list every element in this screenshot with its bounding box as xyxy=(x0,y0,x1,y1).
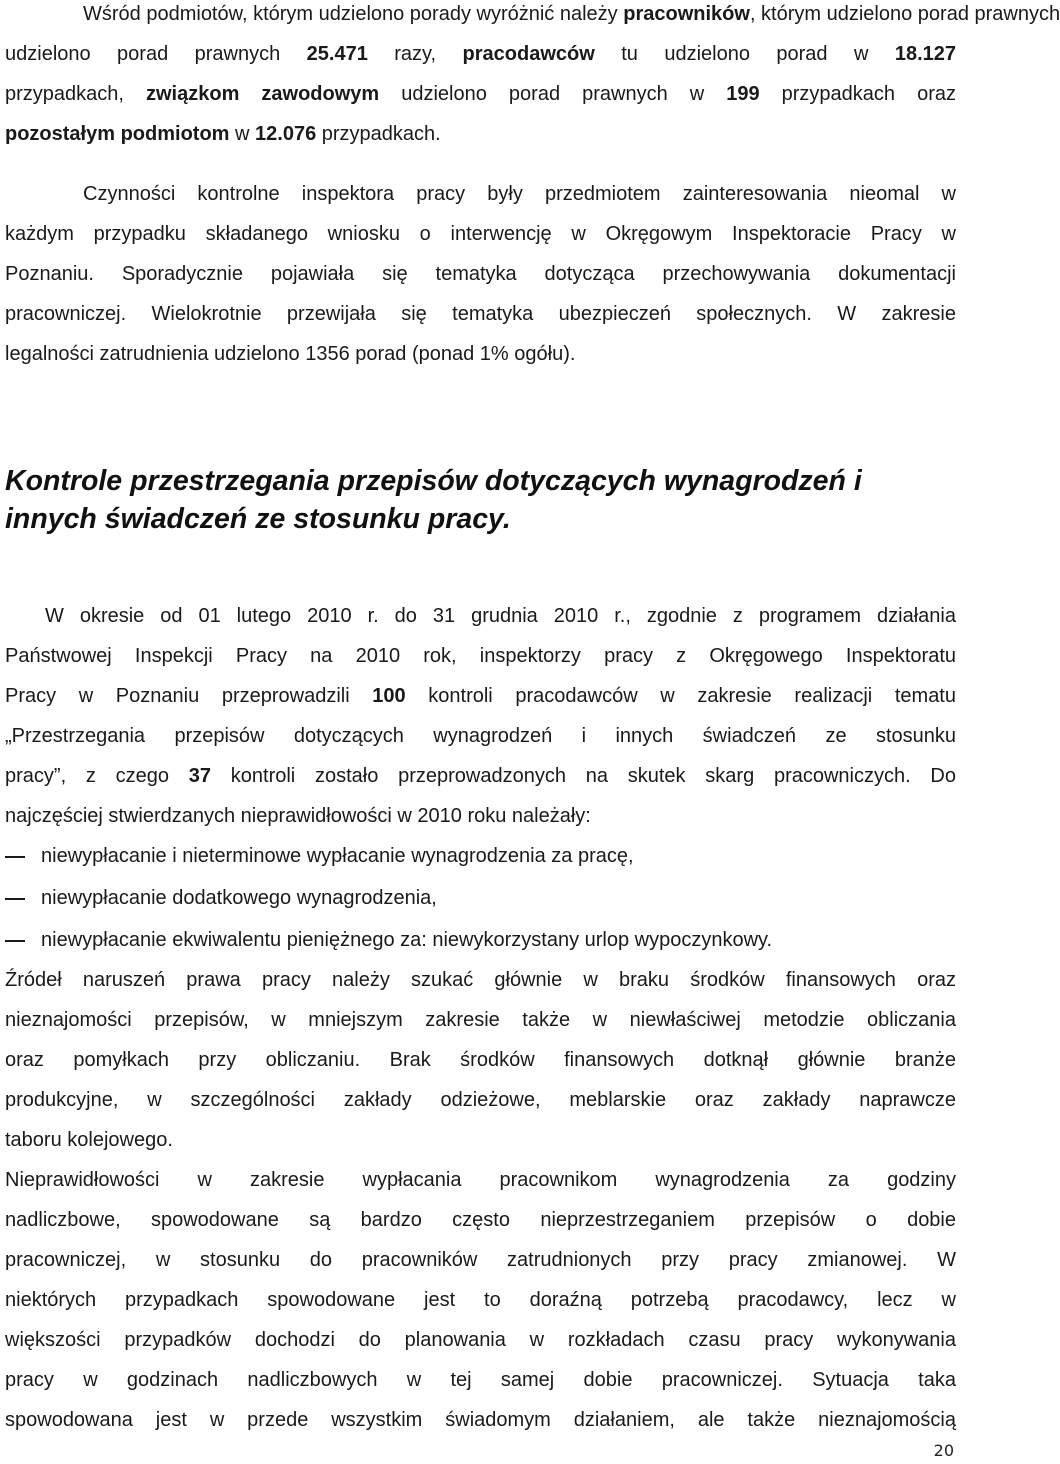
text-line: nadliczbowe, spowodowane są bardzo często nieprzestrzeganiem przepisów o dobie xyxy=(5,1209,956,1231)
paragraph-violation-sources xyxy=(5,960,956,1160)
section-heading xyxy=(5,462,956,538)
text-line: legalności zatrudnienia udzielono 1356 porad (ponad 1% ogółu). xyxy=(5,343,576,365)
text-line: „Przestrzegania przepisów dotyczących wynagrodzeń i innych świadczeń ze stosunku xyxy=(5,725,956,747)
text-line: Nieprawidłowości w zakresie wypłacania pracownikom wynagrodzenia za godziny xyxy=(5,1169,956,1191)
text-line: Państwowej Inspekcji Pracy na 2010 rok, inspektorzy pracy z Okręgowego Inspektoratu xyxy=(5,645,956,667)
text-line: nieznajomości przepisów, w mniejszym zakresie także w niewłaściwej metodzie obliczania xyxy=(5,1009,956,1031)
text-line: pracy”, z czego 37 kontroli zostało przeprowadzonych na skutek skarg pracowniczych. Do xyxy=(5,765,957,787)
text-line: spowodowana jest w przede wszystkim świadomym działaniem, ale także nieznajomością xyxy=(5,1409,956,1431)
text-line: Pracy w Poznaniu przeprowadzili 100 kontroli pracodawców w zakresie realizacji tematu xyxy=(5,685,956,707)
dash-bullet-icon xyxy=(5,898,25,900)
text-line: Wśród podmiotów, którym udzielono porady wyróżnić należy pracowników, którym udzielono porad prawnych xyxy=(83,3,1060,25)
list-item-text: niewypłacanie i nieterminowe wypłacanie wynagrodzenia za pracę, xyxy=(41,845,634,867)
text-line: niektórych przypadkach spowodowane jest to doraźną potrzebą pracodawcy, lecz w xyxy=(5,1289,956,1311)
text-line: pracy w godzinach nadliczbowych w tej samej dobie pracowniczej. Sytuacja taka xyxy=(5,1369,956,1391)
heading-line: Kontrole przestrzegania przepisów dotyczących wynagrodzeń i xyxy=(5,465,862,497)
text-line: Poznaniu. Sporadycznie pojawiała się tematyka dotycząca przechowywania dokumentacji xyxy=(5,263,956,285)
text-line: pracowniczej. Wielokrotnie przewijała się tematyka ubezpieczeń społecznych. W zakresie xyxy=(5,303,956,325)
text-line: produkcyjne, w szczególności zakłady odzieżowe, meblarskie oraz zakłady naprawcze xyxy=(5,1089,956,1111)
heading-line: innych świadczeń ze stosunku pracy. xyxy=(5,503,511,535)
text-line: najczęściej stwierdzanych nieprawidłowości w 2010 roku należały: xyxy=(5,805,591,827)
list-item xyxy=(5,836,956,876)
dash-bullet-icon xyxy=(5,940,25,942)
dash-bullet-icon xyxy=(5,856,25,858)
paragraph-inspection-program xyxy=(5,596,956,836)
text-line: przypadkach, związkom zawodowym udzielono porad prawnych w 199 przypadkach oraz xyxy=(5,83,956,105)
paragraph-advice-recipients xyxy=(5,0,1060,154)
text-line: pozostałym podmiotom w 12.076 przypadkach. xyxy=(5,123,441,145)
text-line: taboru kolejowego. xyxy=(5,1129,173,1151)
list-item xyxy=(5,878,956,918)
list-item-text: niewypłacanie dodatkowego wynagrodzenia, xyxy=(41,887,437,909)
text-line: Czynności kontrolne inspektora pracy były przedmiotem zainteresowania nieomal w xyxy=(83,183,956,205)
text-line: udzielono porad prawnych 25.471 razy, pracodawców tu udzielono porad w 18.127 xyxy=(5,43,957,65)
paragraph-overtime-irregularities xyxy=(5,1160,956,1440)
text-line: każdym przypadku składanego wniosku o interwencję w Okręgowym Inspektoracie Pracy w xyxy=(5,223,956,245)
text-line: pracowniczej, w stosunku do pracowników zatrudnionych przy pracy zmianowej. W xyxy=(5,1249,956,1271)
list-item xyxy=(5,920,956,960)
text-line: oraz pomyłkach przy obliczaniu. Brak środków finansowych dotknął głównie branże xyxy=(5,1049,956,1071)
text-line: większości przypadków dochodzi do planowania w rozkładach czasu pracy wykonywania xyxy=(5,1329,956,1351)
page-number: 20 xyxy=(933,1441,954,1460)
list-item-text: niewypłacanie ekwiwalentu pieniężnego za: niewykorzystany urlop wypoczynkowy. xyxy=(41,929,773,951)
text-line: Źródeł naruszeń prawa pracy należy szukać głównie w braku środków finansowych oraz xyxy=(5,969,956,991)
paragraph-inspection-activities xyxy=(5,174,956,374)
text-line: W okresie od 01 lutego 2010 r. do 31 grudnia 2010 r., zgodnie z programem działania xyxy=(45,605,956,627)
